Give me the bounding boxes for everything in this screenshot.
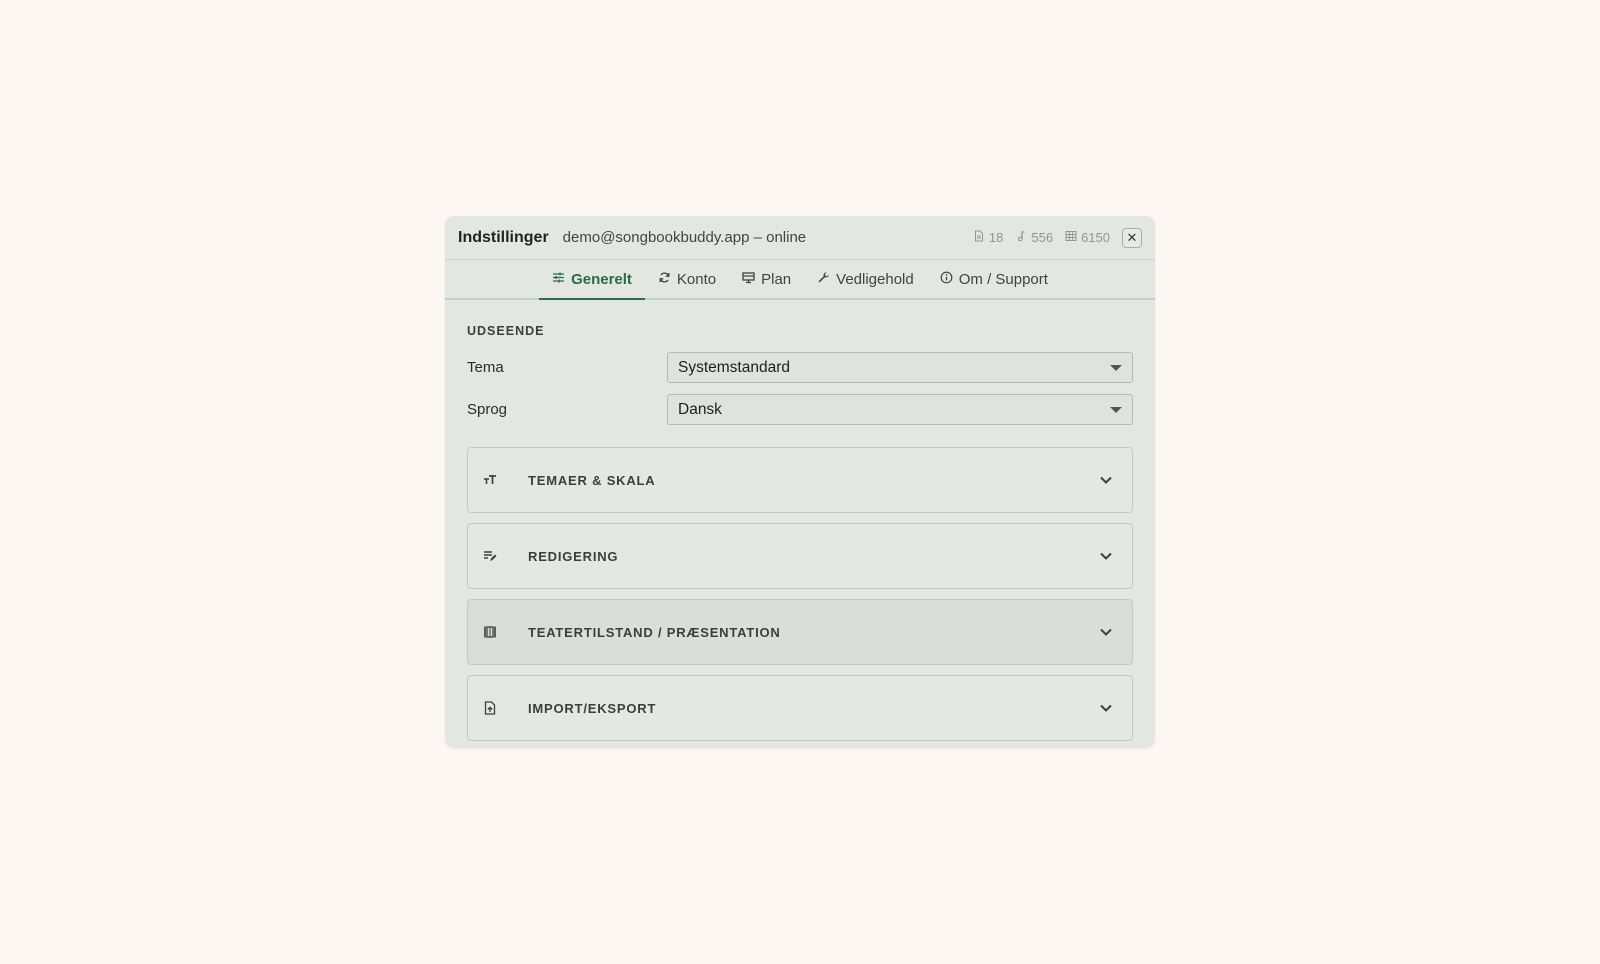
document-count-value: 18: [988, 230, 1004, 245]
panel-teatertilstand[interactable]: [467, 599, 1133, 665]
song-count-value: 556: [1031, 230, 1054, 245]
tab-label: Vedligehold: [836, 270, 914, 288]
close-button[interactable]: [1122, 228, 1142, 248]
settings-content: [445, 300, 1155, 741]
theme-select[interactable]: [667, 352, 1133, 383]
sliders-icon: [552, 271, 565, 288]
panel-import-eksport[interactable]: [467, 675, 1133, 741]
sync-icon: [658, 271, 671, 288]
monitor-icon: [742, 271, 755, 288]
language-select[interactable]: [667, 394, 1133, 425]
panel-label: REDIGERING: [528, 548, 619, 564]
info-icon: [940, 271, 953, 288]
tab-konto[interactable]: [645, 260, 729, 298]
chevron-down-icon: [1098, 548, 1114, 564]
account-status: demo@songbookbuddy.app – online: [562, 229, 807, 246]
tab-label: Om / Support: [958, 270, 1048, 288]
language-row: [467, 394, 1133, 425]
music-note-icon: [1015, 230, 1027, 245]
file-upload-icon: [482, 700, 498, 716]
chevron-down-icon: [1098, 700, 1114, 716]
wrench-icon: [817, 271, 830, 288]
chevron-down-icon: [1098, 624, 1114, 640]
grid-count-value: 6150: [1081, 230, 1110, 245]
tab-label: Generelt: [571, 270, 632, 288]
caret-down-icon: [1110, 365, 1122, 371]
dialog-title: Indstillinger: [458, 228, 549, 246]
tab-generelt[interactable]: [539, 260, 645, 298]
tab-label: Konto: [676, 270, 717, 288]
theme-row: [467, 352, 1133, 383]
close-icon: ✕: [1126, 229, 1138, 245]
tab-om-support[interactable]: [927, 260, 1061, 298]
language-label: Sprog: [467, 401, 508, 418]
grid-count: [1065, 230, 1110, 245]
document-count: [973, 230, 1003, 245]
edit-note-icon: [482, 548, 498, 564]
grid-icon: [1065, 230, 1077, 245]
panel-label: TEMAER & SKALA: [528, 472, 656, 488]
appearance-heading: UDSEENDE: [467, 324, 545, 338]
theme-label: Tema: [467, 359, 504, 376]
text-size-icon: [482, 472, 498, 488]
language-value: Dansk: [678, 400, 722, 418]
tab-vedligehold[interactable]: [804, 260, 927, 298]
panel-label: IMPORT/EKSPORT: [528, 700, 657, 716]
dialog-header: [445, 216, 1155, 260]
settings-tabs: [445, 260, 1155, 300]
tab-plan[interactable]: [729, 260, 804, 298]
caret-down-icon: [1110, 407, 1122, 413]
theater-icon: [482, 624, 498, 640]
song-count: [1015, 230, 1053, 245]
settings-dialog: [445, 216, 1155, 748]
stats-bar: [973, 230, 1110, 245]
panel-redigering[interactable]: [467, 523, 1133, 589]
tab-label: Plan: [761, 270, 792, 288]
chevron-down-icon: [1098, 472, 1114, 488]
panel-temaer-skala[interactable]: [467, 447, 1133, 513]
theme-value: Systemstandard: [678, 358, 790, 376]
panel-label: TEATERTILSTAND / PRÆSENTATION: [528, 624, 781, 640]
document-icon: [973, 230, 985, 245]
